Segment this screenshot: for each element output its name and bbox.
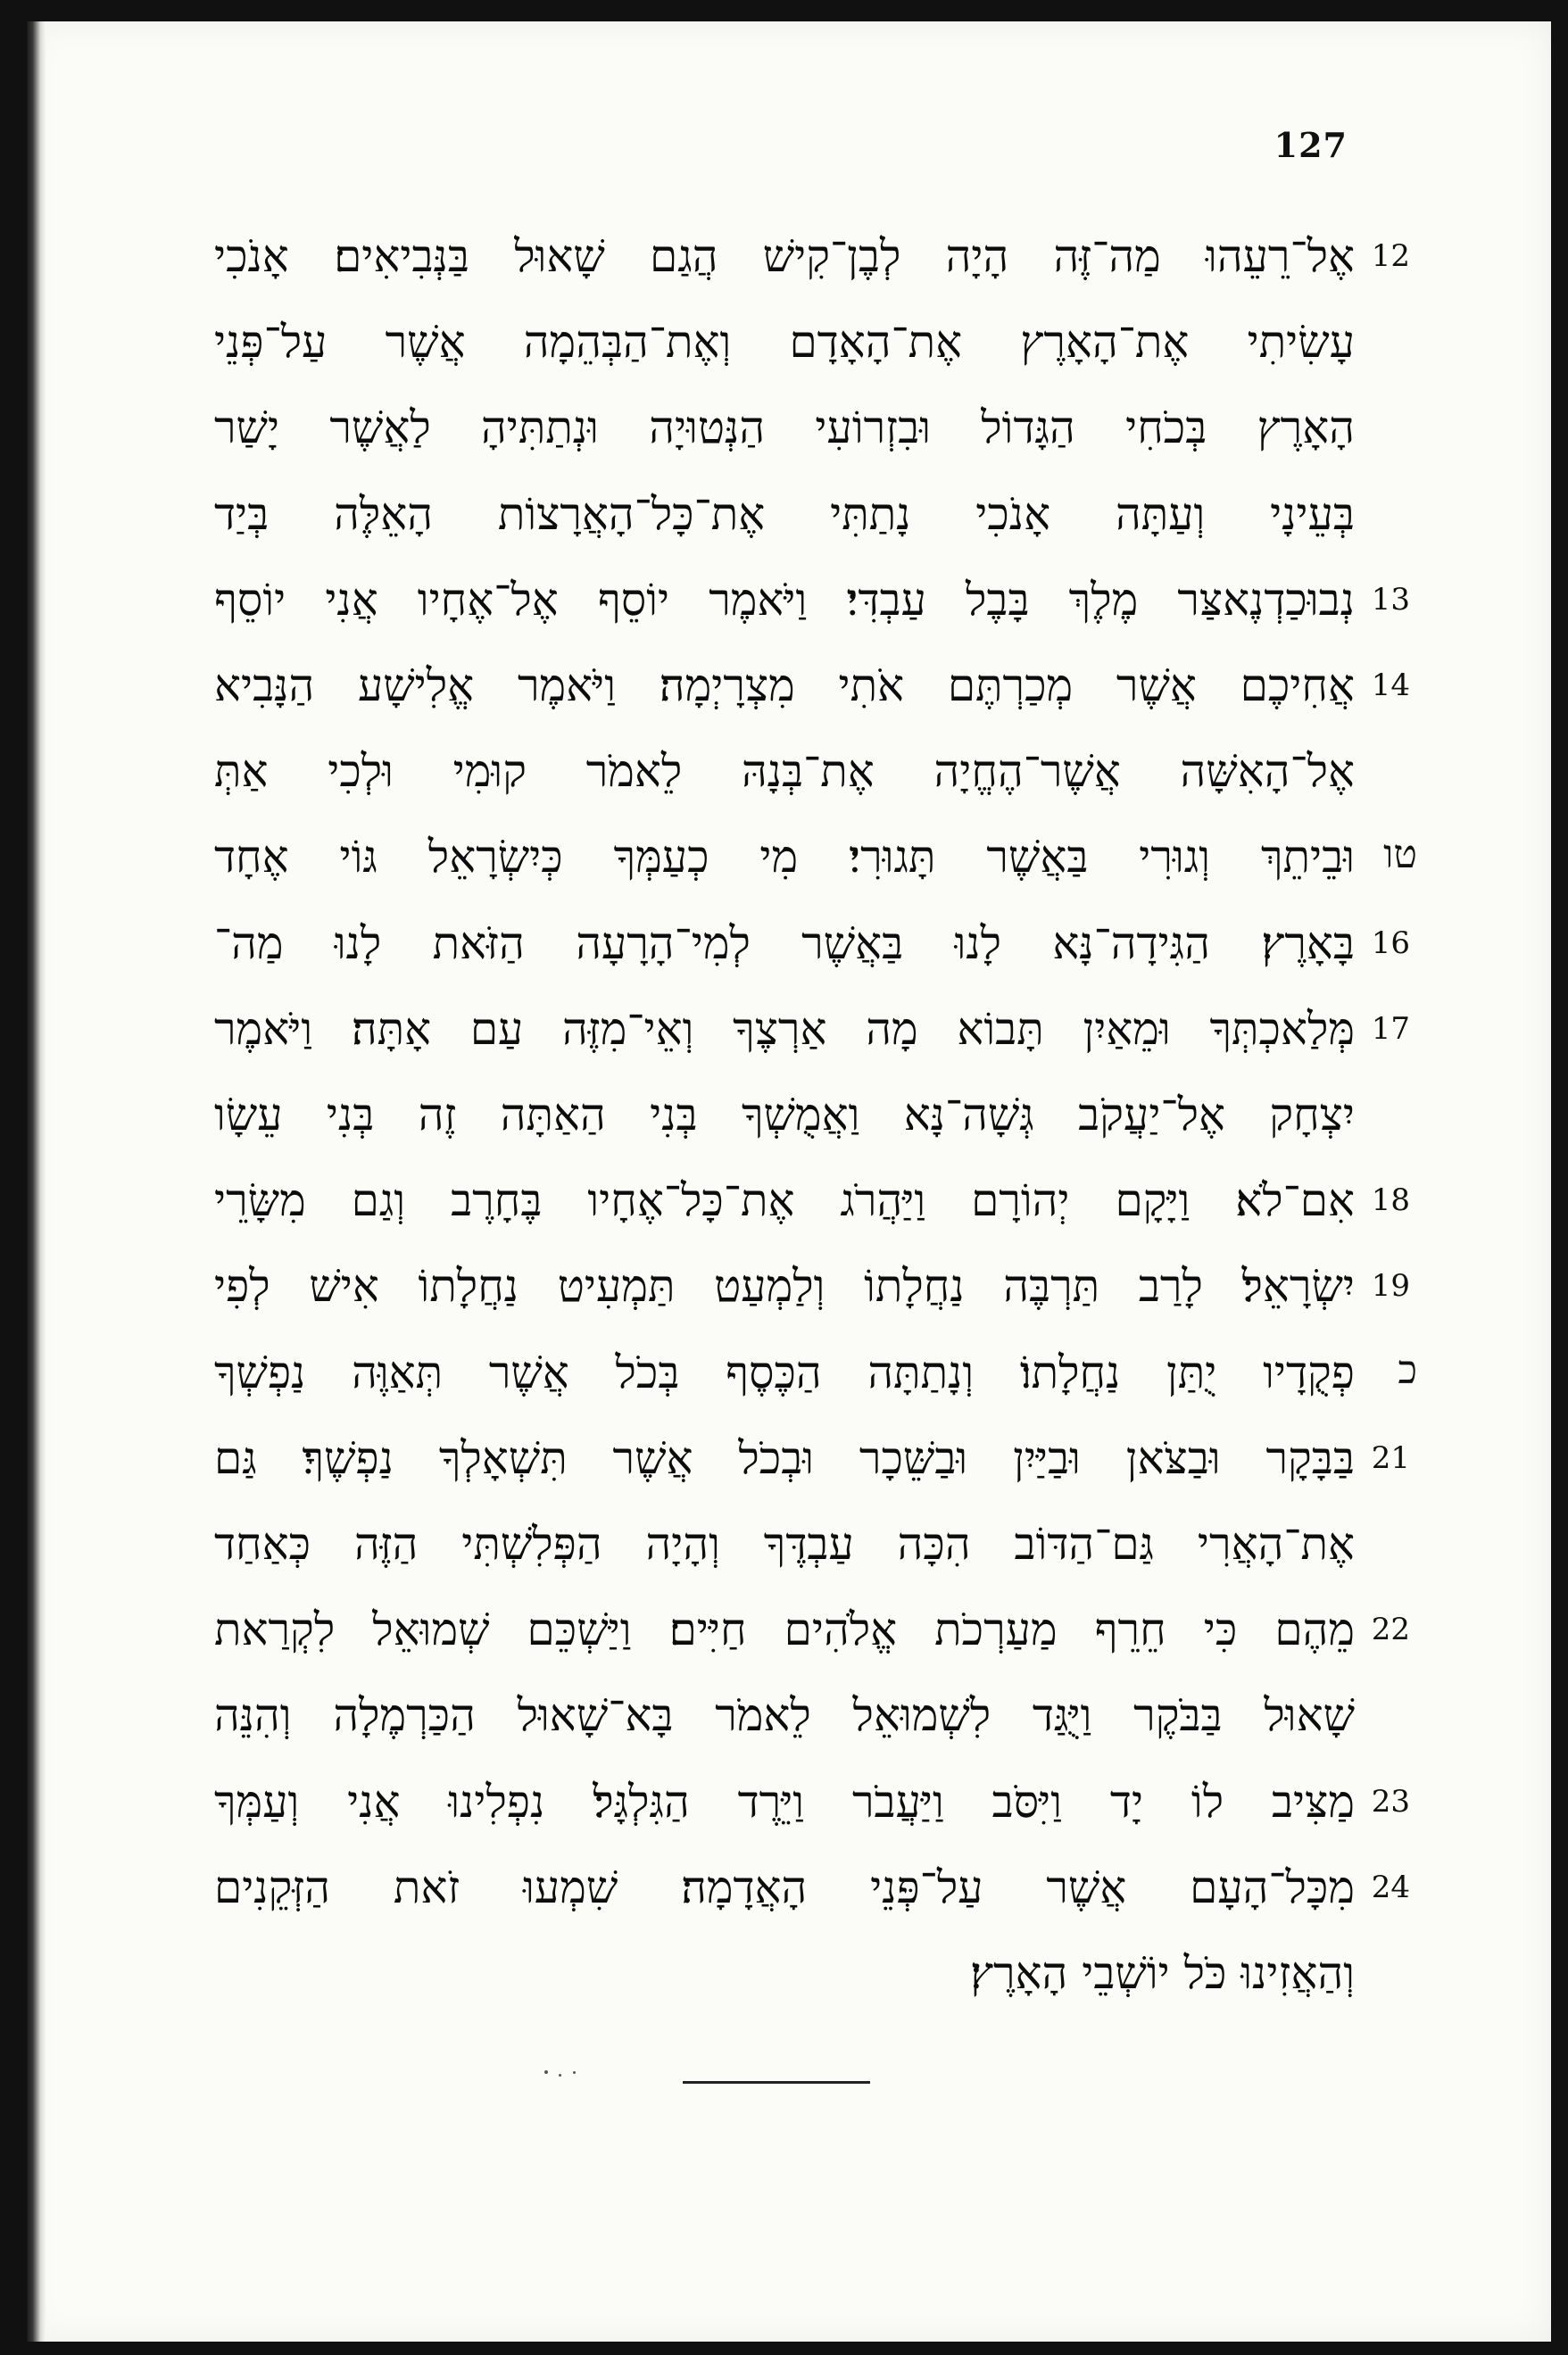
text-line — [27, 1759, 1551, 1845]
text-line — [27, 1072, 1551, 1157]
text-line — [27, 814, 1551, 900]
verse-number: 14 — [1371, 668, 1410, 703]
verse-number: 19 — [1371, 1268, 1410, 1305]
hebrew-line-text: בַּבָּקָר וּבַצֹּאן וּבַיַּיִן וּבַשֵּׁכָר וּבְכֹל אֲשֶׁר תִּשְׁאָלְךָ נַפְשֶׁךָ׃ גַּם — [214, 1431, 1355, 1484]
verse-number: כ — [1398, 1347, 1417, 1393]
hebrew-line-text: יִצְחָק אֶל־יַעֲקֹב גְּשָׁה־נָּא וַאֲמֻשְׁךָ בְּנִי הַאַתָּה זֶה בְּנִי עֵשָׂו — [214, 1089, 1355, 1140]
hebrew-line-text: מְּלַאכְתְּךָ וּמֵאַיִן תָּבוֹא מָה אַרְצֶךָ וְאֵי־מִזֶּה עַם אָתָּה׃ וַיֹּאמֶר — [214, 1002, 1355, 1055]
text-line — [27, 1845, 1551, 1930]
text-line — [27, 1587, 1551, 1672]
text-line — [27, 986, 1551, 1072]
ink-speck — [544, 2070, 548, 2074]
text-line — [27, 1415, 1551, 1501]
hebrew-line-text: מֵהֶם כִּי חֵרֵף מַעַרְכֹת אֱלֹהִים חַיִּים׃ וַיַּשְׁכֵּם שְׁמוּאֵל לִקְרַאת — [214, 1604, 1355, 1656]
hebrew-line-text: אִם־לֹא׃ וַיָּקָם יְהוֹרָם וַיַּהֲרֹג אֶת־כָּל־אֶחָיו בֶּחָרֶב וְגַם מִשָּׂרֵי — [214, 1174, 1355, 1227]
verse-number: 12 — [1371, 238, 1410, 274]
ink-speck — [573, 2071, 576, 2074]
text-line — [27, 299, 1551, 385]
section-end-rule — [683, 2081, 870, 2084]
hebrew-line-text: הָאָרֶץ בְּכֹחִי הַגָּדוֹל וּבִזְרוֹעִי הַנְּטוּיָה וּנְתַתִּיהָ לַאֲשֶׁר יָשַׁר — [214, 402, 1355, 454]
ink-speck — [559, 2074, 561, 2077]
hebrew-line-text: מִכָּל־הָעָם אֲשֶׁר עַל־פְּנֵי הָאֲדָמָה׃ שִׁמְעוּ זֹאת הַזְּקֵנִים — [214, 1861, 1355, 1913]
hebrew-line-text: בְּעֵינָי וְעַתָּה אָנֹכִי נָתַתִּי אֶת־כָּל־הָאֲרָצוֹת הָאֵלֶּה בְּיַד — [214, 487, 1355, 540]
verse-number: 17 — [1371, 1010, 1410, 1047]
text-line — [27, 728, 1551, 814]
hebrew-line-text: אֶל־רֵעֵהוּ מַה־זֶּה הָיָה לְבֶן־קִישׁ הֲגַם שָׁאוּל בַּנְּבִיאִים׃ אָנֹכִי — [214, 230, 1355, 282]
text-line — [27, 1501, 1551, 1587]
text-line — [27, 471, 1551, 557]
hebrew-line-text: נְבוּכַדְנֶאצַּר מֶלֶךְ בָּבֶל עַבְדִּי׃ וַיֹּאמֶר יוֹסֵף אֶל־אֶחָיו אֲנִי יוֹסֵף — [214, 573, 1355, 626]
hebrew-line-text: יִשְׂרָאֵל׃ לָרַב תַּרְבֶּה נַחֲלָתוֹ וְלַמְעַט תַּמְעִיט נַחֲלָתוֹ אִישׁ לְפִי — [214, 1260, 1355, 1313]
hebrew-line-text: וּבֵיתֵךְ וְגוּרִי בַּאֲשֶׁר תָּגוּרִי׃ מִי כְעַמְּךָ כְּיִשְׂרָאֵל גּוֹי אֶחָד — [214, 831, 1355, 883]
page-number: 127 — [1273, 125, 1348, 165]
book-page — [27, 21, 1551, 2342]
verse-number: 23 — [1371, 1783, 1410, 1820]
text-line — [27, 557, 1551, 643]
text-line — [27, 1330, 1551, 1415]
hebrew-line-text: פְקֻדָיו יֻתַּן נַחֲלָתוֹ׃ וְנָתַתָּה הַכֶּסֶף בְּכֹל אֲשֶׁר תְּאַוֶּה נַפְשְׁךָ — [214, 1346, 1355, 1398]
text-line — [27, 1243, 1551, 1329]
text-line — [27, 1930, 1551, 2016]
verse-number: 13 — [1371, 581, 1410, 618]
hebrew-line-text: עָשִׂיתִי אֶת־הָאָרֶץ אֶת־הָאָדָם וְאֶת־הַבְּהֵמָה אֲשֶׁר עַל־פְּנֵי — [214, 316, 1355, 369]
verse-number: 21 — [1371, 1439, 1410, 1476]
verse-number: טו — [1383, 832, 1417, 878]
hebrew-line-text: בָּאָרֶץ׃ הַגִּידָה־נָּא לָנוּ בַּאֲשֶׁר לְמִי־הָרָעָה הַזֹּאת לָנוּ מַה־ — [214, 916, 1355, 969]
verse-number: 18 — [1371, 1182, 1410, 1219]
hebrew-line-text: אֶת־הָאֲרִי גַּם־הַדּוֹב הִכָּה עַבְדֶּךָ וְהָיָה הַפְּלִשְׁתִּי הַזֶּה כְּאַחַד — [214, 1518, 1355, 1570]
hebrew-line-text: וְהַאֲזִינוּ כֹּל יוֹשְׁבֵי הָאָרֶץ׃ — [969, 1947, 1355, 1999]
text-line — [27, 1672, 1551, 1758]
verse-number: 16 — [1371, 925, 1410, 961]
hebrew-line-text: אֲחִיכֶם אֲשֶׁר מְכַרְתֶּם אֹתִי מִצְרָיְמָה׃ וַיֹּאמֶר אֱלִישָׁע הַנָּבִיא — [214, 659, 1355, 711]
hebrew-line-text: מַצִּיב לוֹ יָד וַיִּסֹּב וַיַּעֲבֹר וַיֵּרֶד הַגִּלְגָּל׃ נִפְלִינוּ אֲנִי וְעַמְּךָ — [214, 1775, 1355, 1828]
text-line — [27, 900, 1551, 986]
text-line — [27, 1157, 1551, 1243]
text-line — [27, 643, 1551, 728]
text-line — [27, 213, 1551, 299]
hebrew-line-text: אֶל־הָאִשָּׁה אֲשֶׁר־הֶחֱיָה אֶת־בְּנָהּ לֵאמֹר קוּמִי וּלְכִי אַתְּ — [214, 745, 1355, 798]
verse-number: 22 — [1371, 1612, 1410, 1648]
hebrew-line-text: שָׁאוּל בַּבֹּקֶר וַיֻּגַּד לִשְׁמוּאֵל לֵאמֹר בָּא־שָׁאוּל הַכַּרְמֶלָה וְהִנֵּה — [214, 1689, 1355, 1742]
text-line — [27, 385, 1551, 470]
verse-number: 24 — [1371, 1869, 1410, 1905]
